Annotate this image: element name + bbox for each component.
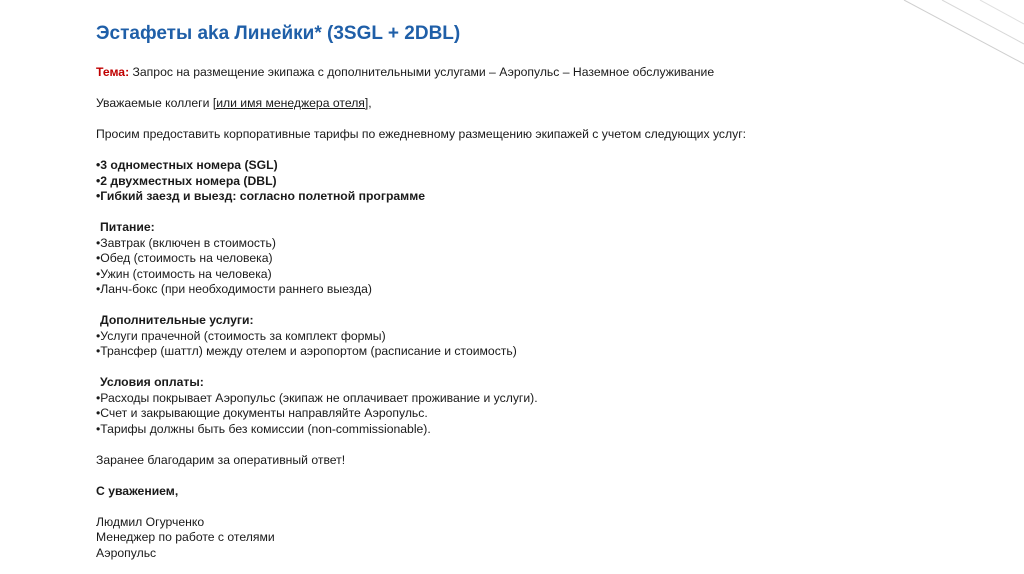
request-intro: Просим предоставить корпоративные тарифы по ежедневному размещению экипажей с учетом следующих услуг: <box>96 127 747 141</box>
meal-item: •Ланч-бокс (при необходимости раннего выезда) <box>96 282 372 296</box>
greeting-suffix: , <box>368 96 372 110</box>
signature-position: Менеджер по работе с отелями <box>96 530 275 544</box>
subject-text: Запрос на размещение экипажа с дополнительными услугами – Аэропульс – Наземное обслуживание <box>132 65 715 79</box>
slide-title: Эстафеты aka Линейки* (3SGL + 2DBL) <box>96 23 461 44</box>
room-item-dbl: •2 двухместных номера (DBL) <box>96 173 277 188</box>
room-item-checkin: •Гибкий заезд и выезд: согласно полетной программе <box>96 189 425 203</box>
meal-item: •Ужин (стоимость на человека) <box>96 266 272 281</box>
thanks-line: Заранее благодарим за оперативный ответ! <box>96 452 346 467</box>
signature-company: Аэропульс <box>96 545 157 560</box>
payment-item: •Расходы покрывает Аэропульс (экипаж не оплачивает проживание и услуги). <box>96 390 538 405</box>
subject-line <box>96 65 976 81</box>
extra-item: •Услуги прачечной (стоимость за комплект формы) <box>96 328 386 343</box>
slide-content <box>96 22 976 561</box>
payment-heading: Условия оплаты: <box>100 375 204 389</box>
greeting-placeholder: [или имя менеджера отеля] <box>212 96 369 110</box>
meal-item: •Завтрак (включен в стоимость) <box>96 235 276 250</box>
subject-label: Тема: <box>96 65 130 79</box>
payment-item: •Счет и закрывающие документы направляйте Аэропульс. <box>96 406 428 420</box>
room-item-sgl: •3 одноместных номера (SGL) <box>96 158 278 172</box>
extras-heading: Дополнительные услуги: <box>100 313 254 327</box>
payment-item: •Тарифы должны быть без комиссии (non-commissionable). <box>96 421 431 436</box>
greeting-line <box>96 96 976 112</box>
meal-item: •Обед (стоимость на человека) <box>96 251 273 265</box>
extra-item: •Трансфер (шаттл) между отелем и аэропортом (расписание и стоимость) <box>96 344 517 358</box>
closing-line: С уважением, <box>96 483 179 498</box>
meals-heading: Питание: <box>100 220 155 234</box>
greeting-prefix: Уважаемые коллеги <box>96 96 213 110</box>
signature-name: Людмил Огурченко <box>96 514 205 529</box>
